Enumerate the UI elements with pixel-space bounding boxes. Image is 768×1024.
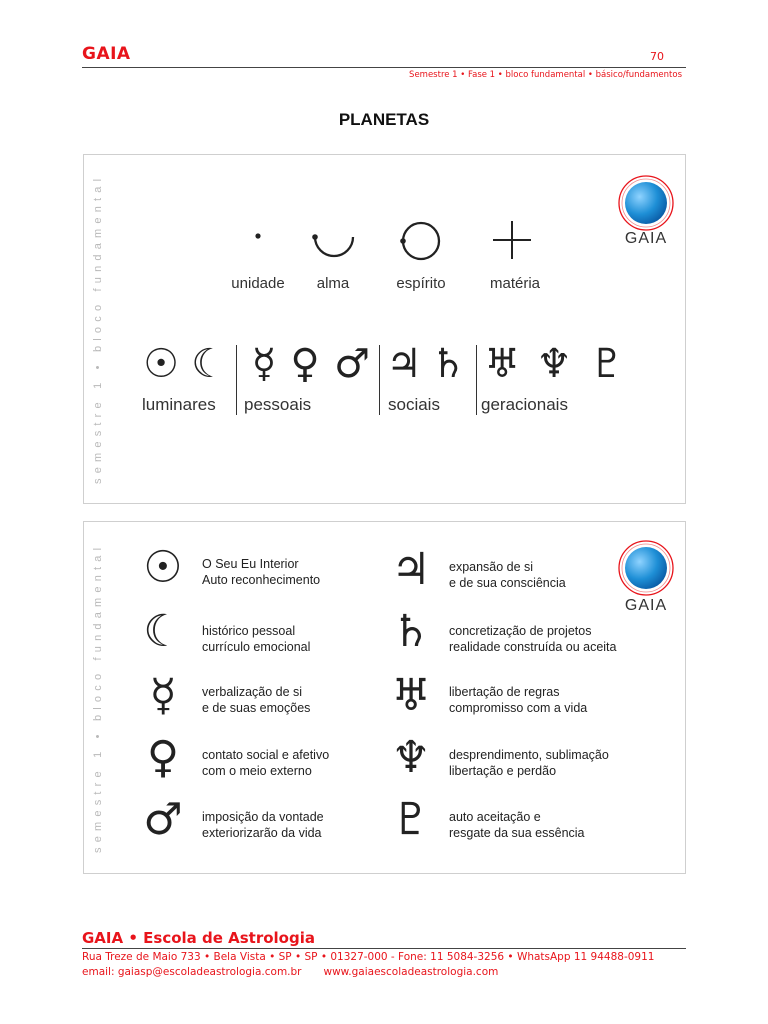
gaia-logo (616, 538, 676, 598)
group-divider (236, 345, 237, 415)
saturn-icon: ♄ (430, 341, 466, 387)
gaia-logo (616, 173, 676, 233)
group-label-geracionais: geracionais (481, 395, 568, 414)
meaning-line: realidade construída ou aceita (449, 640, 617, 654)
meaning-line: Auto reconhecimento (202, 573, 321, 587)
meaning-line: libertação de regras (449, 685, 560, 699)
planet-meanings-panel (83, 521, 686, 874)
planets-overview-panel (83, 154, 686, 504)
principle-label: matéria (489, 275, 541, 292)
side-label: semestre 1 • bloco fundamental (92, 173, 104, 485)
mars-icon: ♂ (143, 794, 183, 845)
meaning-line: imposição da vontade (202, 810, 324, 824)
uranus-icon: ♅ (391, 670, 431, 721)
meaning-line: exteriorizarão da vida (202, 826, 322, 840)
footer-website[interactable]: www.gaiaescoladeastrologia.com (323, 966, 499, 978)
meaning-line: expansão de si (449, 560, 534, 574)
meaning-line: currículo emocional (202, 640, 311, 654)
neptune-icon: ♆ (536, 341, 572, 387)
footer-divider (82, 948, 686, 949)
venus-icon: ♀ (290, 341, 320, 387)
meaning-line: contato social e afetivo (202, 748, 330, 762)
meaning-line: concretização de projetos (449, 624, 592, 638)
pluto-icon: ♇ (391, 794, 431, 845)
side-label: semestre 1 • bloco fundamental (92, 542, 104, 854)
meaning-line: desprendimento, sublimação (449, 748, 609, 762)
principle-label: espírito (396, 275, 446, 292)
principle-label: alma (316, 275, 350, 292)
saturn-icon: ♄ (391, 606, 431, 657)
gaia-logo-icon (616, 538, 676, 598)
group-label-pessoais: pessoais (244, 395, 312, 414)
group-label-luminares: luminares (142, 395, 216, 414)
uranus-icon: ♅ (484, 341, 520, 387)
mars-icon: ♂ (334, 341, 370, 387)
footer-brand: GAIA • Escola de Astrologia (82, 929, 315, 947)
pluto-icon: ♇ (589, 341, 625, 387)
mercury-icon: ☿ (149, 670, 177, 721)
footer-contacts (82, 966, 498, 978)
group-divider (379, 345, 380, 415)
cross-icon (491, 219, 533, 261)
page-title: PLANETAS (338, 110, 430, 129)
logo-text: GAIA (624, 597, 668, 614)
meaning-line: compromisso com a vida (449, 701, 588, 715)
footer-address: Rua Treze de Maio 733 • Bela Vista • SP • SP • 01327-000 - Fone: 11 5084-3256 • WhatsApp 11 94488-0911 (82, 951, 655, 963)
sun-icon: ☉ (143, 542, 183, 593)
gaia-logo-icon (616, 173, 676, 233)
header-subtitle: Semestre 1 • Fase 1 • bloco fundamental • básico/fundamentos (409, 70, 682, 80)
meaning-line: auto aceitação e (449, 810, 541, 824)
meaning-line: libertação e perdão (449, 764, 557, 778)
meaning-line: histórico pessoal (202, 624, 296, 638)
jupiter-icon: ♃ (386, 341, 422, 387)
circle-icon (395, 217, 443, 265)
meaning-line: e de sua consciência (449, 576, 566, 590)
header-brand: GAIA (82, 44, 131, 64)
group-divider (476, 345, 477, 415)
neptune-icon: ♆ (391, 732, 431, 783)
meaning-line: e de suas emoções (202, 701, 311, 715)
dot-icon (249, 227, 267, 245)
moon-icon: ☾ (143, 606, 183, 657)
group-label-sociais: sociais (388, 395, 440, 414)
meaning-line: resgate da sua essência (449, 826, 585, 840)
moon-icon: ☾ (191, 341, 227, 387)
mercury-icon: ☿ (251, 341, 277, 387)
meaning-line: O Seu Eu Interior (202, 557, 299, 571)
footer-email[interactable]: email: gaiasp@escoladeastrologia.com.br (82, 966, 302, 978)
page-number: 70 (650, 50, 664, 63)
meaning-line: verbalização de si (202, 685, 303, 699)
sun-icon: ☉ (143, 341, 179, 387)
jupiter-icon: ♃ (391, 544, 431, 595)
venus-icon: ♀ (146, 732, 180, 783)
logo-text: GAIA (624, 230, 668, 247)
meaning-line: com o meio externo (202, 764, 312, 778)
header-divider (82, 67, 686, 68)
crescent-arc-icon (310, 229, 358, 259)
principle-label: unidade (231, 275, 285, 292)
